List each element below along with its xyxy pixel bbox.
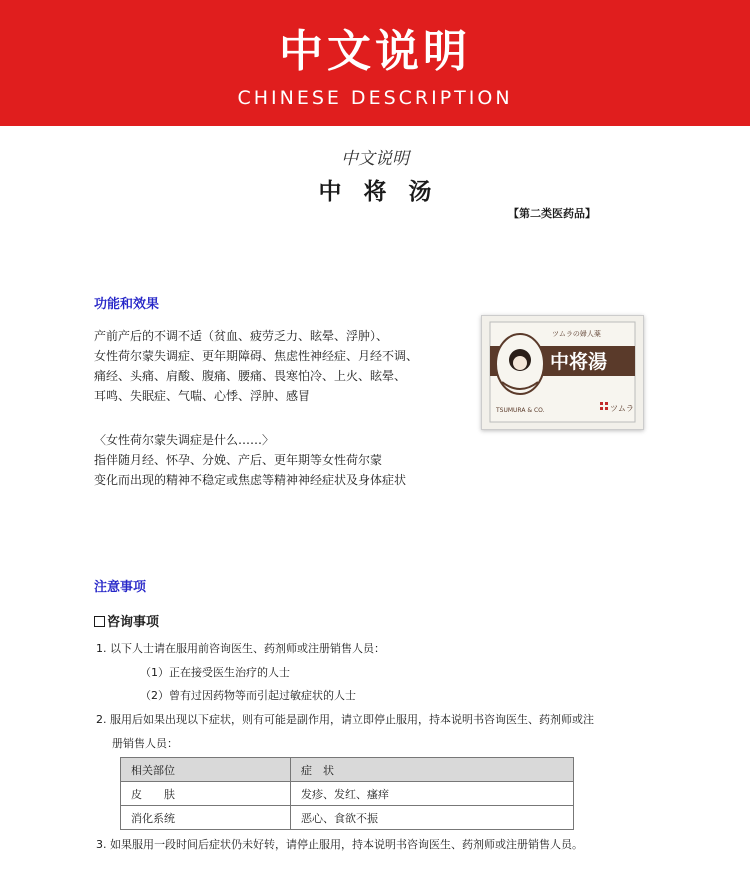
product-brand-logo-text: ツムラ: [610, 404, 634, 413]
table-header-cell: 相关部位: [121, 758, 291, 782]
product-box-image: [481, 315, 644, 430]
table-row: [121, 806, 574, 830]
side-effects-table: [120, 757, 574, 830]
table-cell: 恶心、食欲不振: [291, 806, 574, 830]
banner-subtitle: CHINESE DESCRIPTION: [237, 87, 513, 109]
precaution-item-3: 3. 如果服用一段时间后症状仍未好转，请停止服用，持本说明书咨询医生、药剂师或注册销售人员。: [96, 838, 583, 851]
efficacy-text: [94, 326, 418, 406]
precaution-item-2: 2. 服用后如果出现以下症状，则有可能是副作用，请立即停止服用，持本说明书咨询医生、药剂师或注: [96, 713, 594, 726]
precaution-item-1: 1. 以下人士请在服用前咨询医生、药剂师或注册销售人员：: [96, 642, 385, 655]
document-title: 中将汤: [318, 179, 454, 205]
precaution-item-1-sub: （2）曾有过因药物等而引起过敏症状的人士: [140, 689, 356, 702]
checkbox-icon: [94, 616, 105, 627]
efficacy-line: 产前产后的不调不适（贫血、疲劳乏力、眩晕、浮肿）、: [94, 329, 389, 343]
hormone-note-line: 指伴随月经、怀孕、分娩、产后、更年期等女性荷尔蒙: [94, 453, 383, 467]
table-header-cell: 症 状: [291, 758, 574, 782]
header-banner: [0, 0, 750, 126]
hormone-note-line: 变化而出现的精神不稳定或焦虑等精神神经症状及身体症状: [94, 473, 407, 487]
table-cell: 消化系统: [121, 806, 291, 830]
drug-category-label: 【第二类医药品】: [508, 207, 596, 220]
product-brand-text: TSUMURA & CO.: [496, 407, 545, 414]
efficacy-heading: 功能和效果: [94, 297, 160, 312]
product-name-text: 中将湯: [550, 351, 608, 373]
precaution-item-1-sub: （1）正在接受医生治疗的人士: [140, 666, 290, 679]
precautions-heading: 注意事项: [94, 580, 147, 595]
efficacy-line: 痛经、头痛、肩酸、腹痛、腰痛、畏寒怕冷、上火、眩晕、: [94, 369, 407, 383]
product-top-text: ツムラの婦人薬: [552, 330, 601, 338]
table-cell: 发疹、发红、瘙痒: [291, 782, 574, 806]
efficacy-line: 女性荷尔蒙失调症、更年期障碍、焦虑性神经症、月经不调、: [94, 349, 419, 363]
consult-heading: [94, 611, 159, 630]
hormone-note: [94, 430, 406, 490]
document-subtitle: 中文说明: [341, 149, 409, 169]
consult-heading-text: 咨询事项: [107, 615, 160, 630]
efficacy-line: 耳鸣、失眠症、气喘、心悸、浮肿、感冒: [94, 389, 311, 403]
precaution-item-2-cont: 册销售人员：: [112, 737, 178, 750]
table-cell: 皮 肤: [121, 782, 291, 806]
table-header-row: [121, 758, 574, 782]
banner-title: 中文说明: [279, 26, 471, 77]
hormone-note-line: 〈女性荷尔蒙失调症是什么……〉: [94, 433, 275, 447]
table-row: [121, 782, 574, 806]
